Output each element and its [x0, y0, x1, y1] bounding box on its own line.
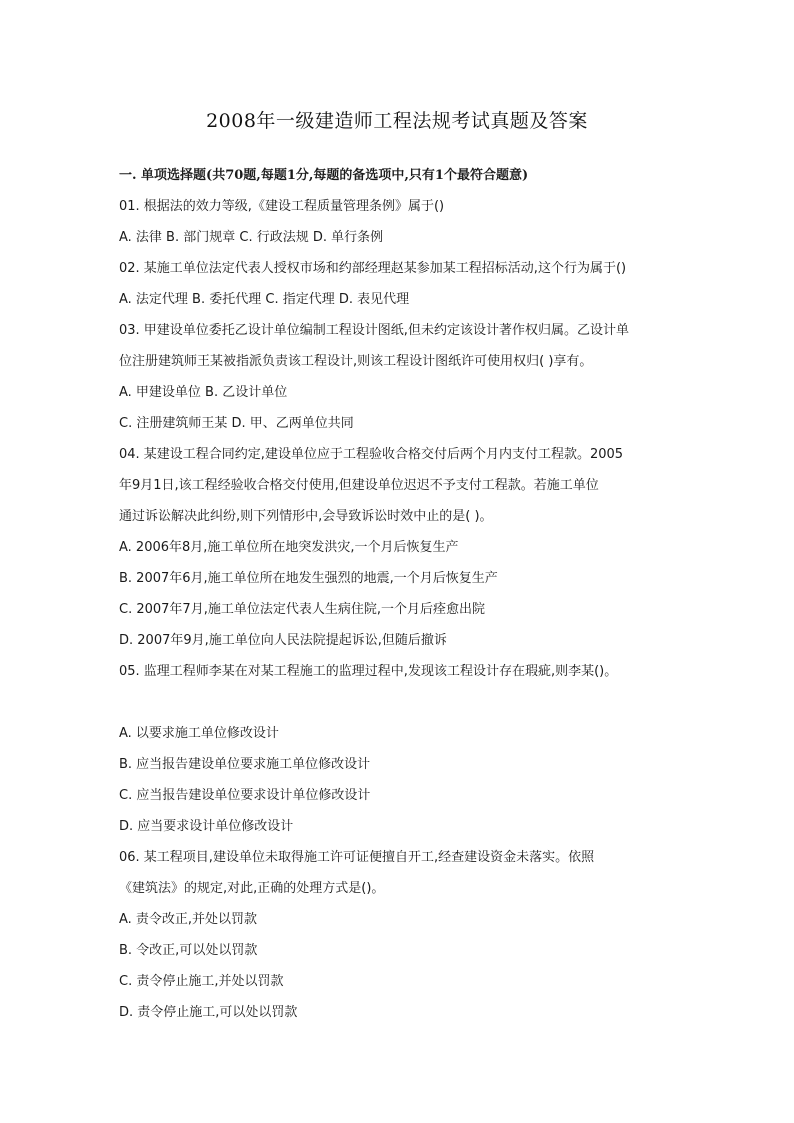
question-5-option-b: B. 应当报告建设单位要求施工单位修改设计 [119, 757, 371, 772]
question-6-option-a: A. 责令改正,并处以罚款 [119, 912, 258, 927]
question-5-stem: 05. 监理工程师李某在对某工程施工的监理过程中,发现该工程设计存在瑕疵,则李某()。 [119, 664, 618, 679]
question-6-option-c: C. 责令停止施工,并处以罚款 [119, 974, 284, 989]
question-3-options-line-2: C. 注册建筑师王某 D. 甲、乙两单位共同 [119, 416, 354, 431]
question-4-stem-line-3: 通过诉讼解决此纠纷,则下列情形中,会导致诉讼时效中止的是( )。 [119, 509, 493, 524]
question-4-option-a: A. 2006年8月,施工单位所在地突发洪灾,一个月后恢复生产 [119, 540, 459, 555]
question-3-stem-line-2: 位注册建筑师王某被指派负责该工程设计,则该工程设计图纸许可使用权归( )享有。 [119, 354, 593, 369]
document-body [119, 160, 699, 1028]
question-3-options-line-1: A. 甲建设单位 B. 乙设计单位 [119, 385, 288, 400]
question-6-option-b: B. 令改正,可以处以罚款 [119, 943, 258, 958]
blank-line [119, 687, 699, 718]
question-3-stem-line-1: 03. 甲建设单位委托乙设计单位编制工程设计图纸,但未约定该设计著作权归属。乙设计单 [119, 323, 629, 338]
question-2-stem: 02. 某施工单位法定代表人授权市场和约部经理赵某参加某工程招标活动,这个行为属于() [119, 261, 627, 276]
question-4-option-c: C. 2007年7月,施工单位法定代表人生病住院,一个月后痊愈出院 [119, 602, 485, 617]
page-title: 2008年一级建造师工程法规考试真题及答案 [206, 110, 588, 132]
section-header: 一. 单项选择题(共70题,每题1分,每题的备选项中,只有1个最符合题意) [119, 168, 529, 183]
question-4-option-d: D. 2007年9月,施工单位向人民法院提起诉讼,但随后撤诉 [119, 633, 447, 648]
question-4-stem-line-1: 04. 某建设工程合同约定,建设单位应于工程验收合格交付后两个月内支付工程款。2005 [119, 447, 624, 462]
question-6-stem-line-1: 06. 某工程项目,建设单位未取得施工许可证便擅自开工,经查建设资金未落实。依照 [119, 850, 595, 865]
question-5-option-c: C. 应当报告建设单位要求设计单位修改设计 [119, 788, 371, 803]
question-1-stem: 01. 根据法的效力等级,《建设工程质量管理条例》属于() [119, 199, 445, 214]
question-4-option-b: B. 2007年6月,施工单位所在地发生强烈的地震,一个月后恢复生产 [119, 571, 498, 586]
question-4-stem-line-2: 年9月1日,该工程经验收合格交付使用,但建设单位迟迟不予支付工程款。若施工单位 [119, 478, 599, 493]
question-1-options: A. 法律 B. 部门规章 C. 行政法规 D. 单行条例 [119, 230, 384, 245]
question-5-option-d: D. 应当要求设计单位修改设计 [119, 819, 294, 834]
question-6-option-d: D. 责令停止施工,可以处以罚款 [119, 1005, 298, 1020]
question-6-stem-line-2: 《建筑法》的规定,对此,正确的处理方式是()。 [119, 881, 385, 896]
question-5-option-a: A. 以要求施工单位修改设计 [119, 726, 279, 741]
question-2-options: A. 法定代理 B. 委托代理 C. 指定代理 D. 表见代理 [119, 292, 410, 307]
